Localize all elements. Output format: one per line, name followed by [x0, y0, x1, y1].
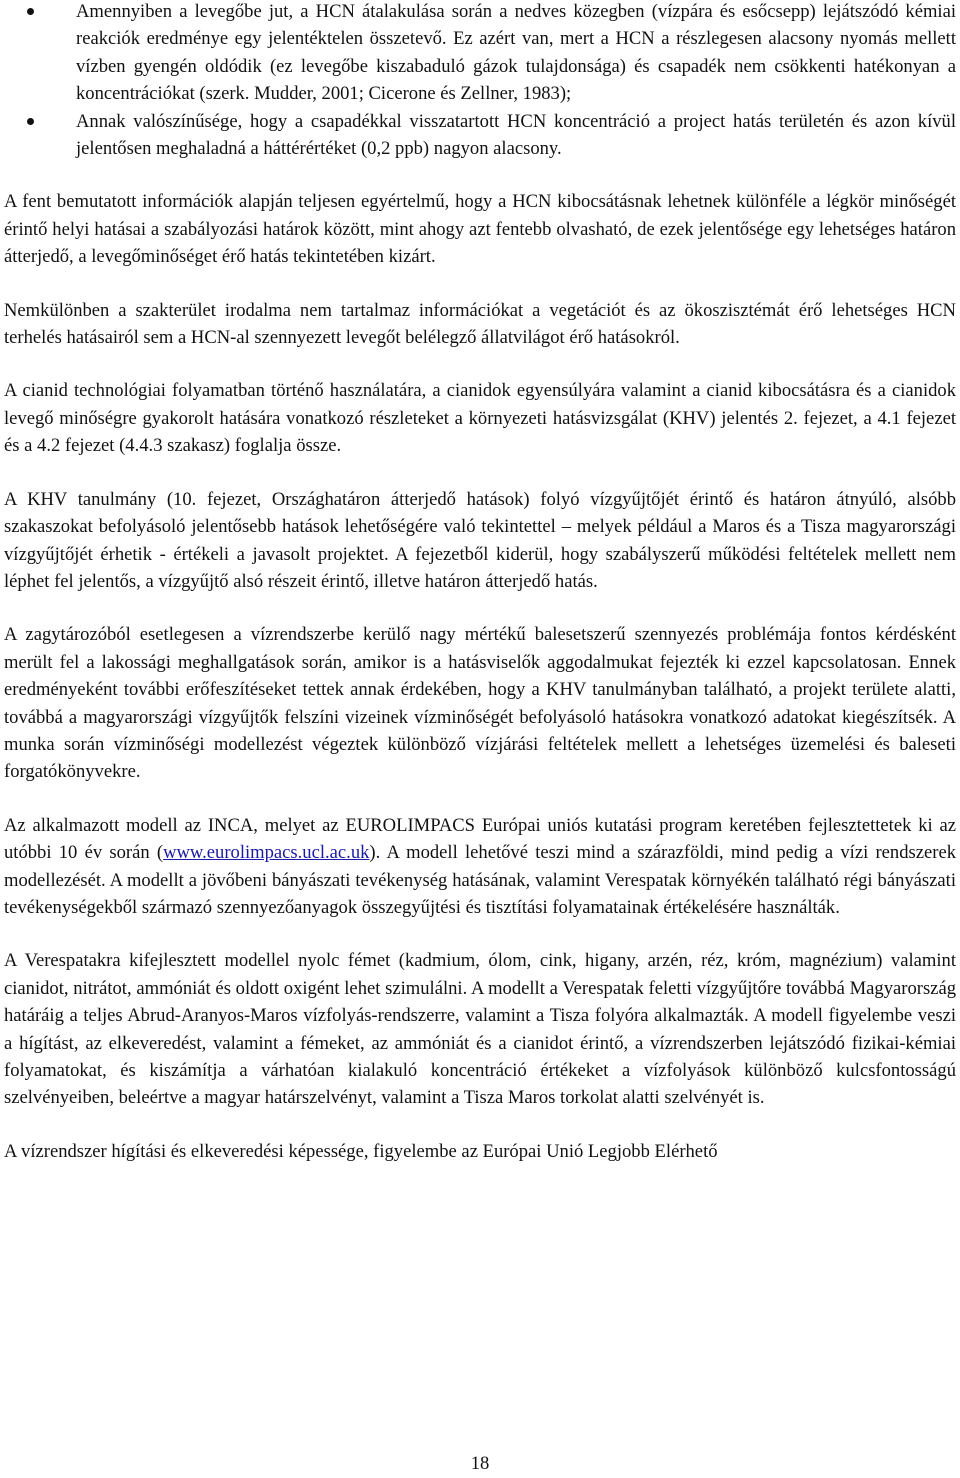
paragraph-text: ). A modell lehetővé teszi mind a szárazföldi, mind pedig a vízi rendszerek modellezését. A modellt a jövőbeni bányászati tevékenység hatásának, valamint Verespatak környékén található régi bányászati tevékenységekből származó szennyezőanyagok összegyűjtési és tisztítási folyamatainak értékelésére használták. — [4, 842, 956, 918]
bullet-dot-icon — [27, 118, 34, 125]
bullet-list — [4, 0, 956, 162]
page-number: 18 — [470, 1453, 490, 1474]
paragraph-text: Az alkalmazott modell az INCA, melyet az EUROLIMPACS Európai uniós kutatási program keretében fejlesztettetek ki az utóbbi 10 év során ( — [4, 814, 956, 864]
bullet-item — [4, 0, 956, 108]
bullet-text: Amennyiben a levegőbe jut, a HCN átalakulása során a nedves közegben (vízpára és esőcsepp) lejátszódó kémiai reakciók eredménye egy jelentéktelen összetevő. Ez azért van, mert a HCN a részlegesen alacsony nyomás mellett vízben gyengén oldódik (ez levegőbe kiszabaduló gázok tulajdonsága) és csapadék nem csökkenti hatékonyan a koncentrációkat (szerk. Mudder, 2001; Cicerone és Zellner, 1983); — [76, 1, 956, 105]
paragraph-hcn-local-effects: A fent bemutatott információk alapján teljesen egyértelmű, hogy a HCN kibocsátásnak lehetnek különféle a légkör minőségét érintő helyi hatásai a szabályozási határok között, mint ahogy azt fentebb olvasható, de ezek jelentősége egy lehetséges határon átterjedő, a levegőminőséget érő hatás tekintetében kizárt. — [4, 191, 956, 268]
paragraph-dilution-capacity: A vízrendszer hígítási és elkeveredési képessége, figyelembe az Európai Unió Legjobb Elérhető — [4, 1140, 718, 1162]
paragraph-inca-model — [4, 812, 956, 922]
paragraph-tailings-pollution: A zagytározóból esetlegesen a vízrendszerbe kerülő nagy mértékű balesetszerű szennyezés problémája fontos kérdésként merült fel a lakossági meghallgatások során, amikor is a hatásviselők aggodalmukat fejezték ki ezzel kapcsolatosan. Ennek eredményeként további erőfeszítéseket tettek annak érdekében, hogy a KHV tanulmányban található, a projekt területe alatti, továbbá a magyarországi vízgyűjtők felszíni vizeinek vízminőségét befolyásoló hatásokra vonatkozó adatokat kiegészítsék. A munka során vízminőségi modellezést végeztek különböző vízjárási feltételek mellett a lehetséges üzemelési és baleseti forgatókönyvekre. — [4, 624, 956, 783]
bullet-item — [4, 108, 956, 163]
paragraph-cyanide-technology: A cianid technológiai folyamatban történő használatára, a cianidok egyensúlyára valamint a cianid kibocsátásra és a cianidok levegő minőségre gyakorolt hatására vonatkozó részleteket a környezeti hatásvizsgálat (KHV) jelentés 2. fejezet, a 4.1 fejezet és a 4.2 fejezet (4.4.3 szakasz) foglalja össze. — [4, 380, 956, 457]
bullet-text: Annak valószínűsége, hogy a csapadékkal visszatartott HCN koncentráció a project hatás területén és azon kívül jelentősen meghaladná a háttérértéket (0,2 ppb) nagyon alacsony. — [76, 110, 956, 160]
paragraph-vegetation-effects: Nemkülönben a szakterület irodalma nem tartalmaz információkat a vegetációt és az ökoszisztémát érő lehetséges HCN terhelés hatásairól sem a HCN-al szennyezett levegőt belélegző állatvilágot érő hatásokról. — [4, 299, 956, 349]
bullet-dot-icon — [27, 8, 34, 15]
paragraph-verespatak-model: A Verespatakra kifejlesztett modellel nyolc fémet (kadmium, ólom, cink, higany, arzén, réz, króm, magnézium) valamint cianidot, nitrátot, ammóniát és oldott oxigént lehet szimulálni. A modellt a Verespatak feletti vízgyűjtőre továbbá Magyarország határáig a teljes Abrud-Aranyos-Maros vízfolyás-rendszerre, valamint a Tisza folyóra alkalmazták. A modell figyelembe veszi a hígítást, az elkeveredést, valamint a fémeket, az ammóniát és a cianidot érintő, a vízrendszerben lejátszódó fizikai-kémiai folyamatokat, és kiszámítja a várhatóan kialakuló koncentráció értékeket a vízfolyások különböző kulcsfontosságú szelvényeiben, beleértve a magyar határszelvényt, valamint a Tisza Maros torkolat alatti szelvényét is. — [4, 950, 956, 1109]
paragraph-khv-study: A KHV tanulmány (10. fejezet, Országhatáron átterjedő hatások) folyó vízgyűjtőjét érintő és határon átnyúló, alsóbb szakaszokat befolyásoló jelentősebb hatások lehetőségére való tekintettel – melyek például a Maros és a Tisza magyarországi vízgyűjtőjét érhetik - értékeli a javasolt projektet. A fejezetből kiderül, hogy szabályszerű működési feltételek mellett nem léphet fel jelentős, a vízgyűjtő alsó részeit érintő, illetve határon átterjedő hatás. — [4, 488, 956, 592]
eurolimpacs-link[interactable]: www.eurolimpacs.ucl.ac.uk — [163, 842, 370, 864]
page-body — [4, 0, 956, 1165]
